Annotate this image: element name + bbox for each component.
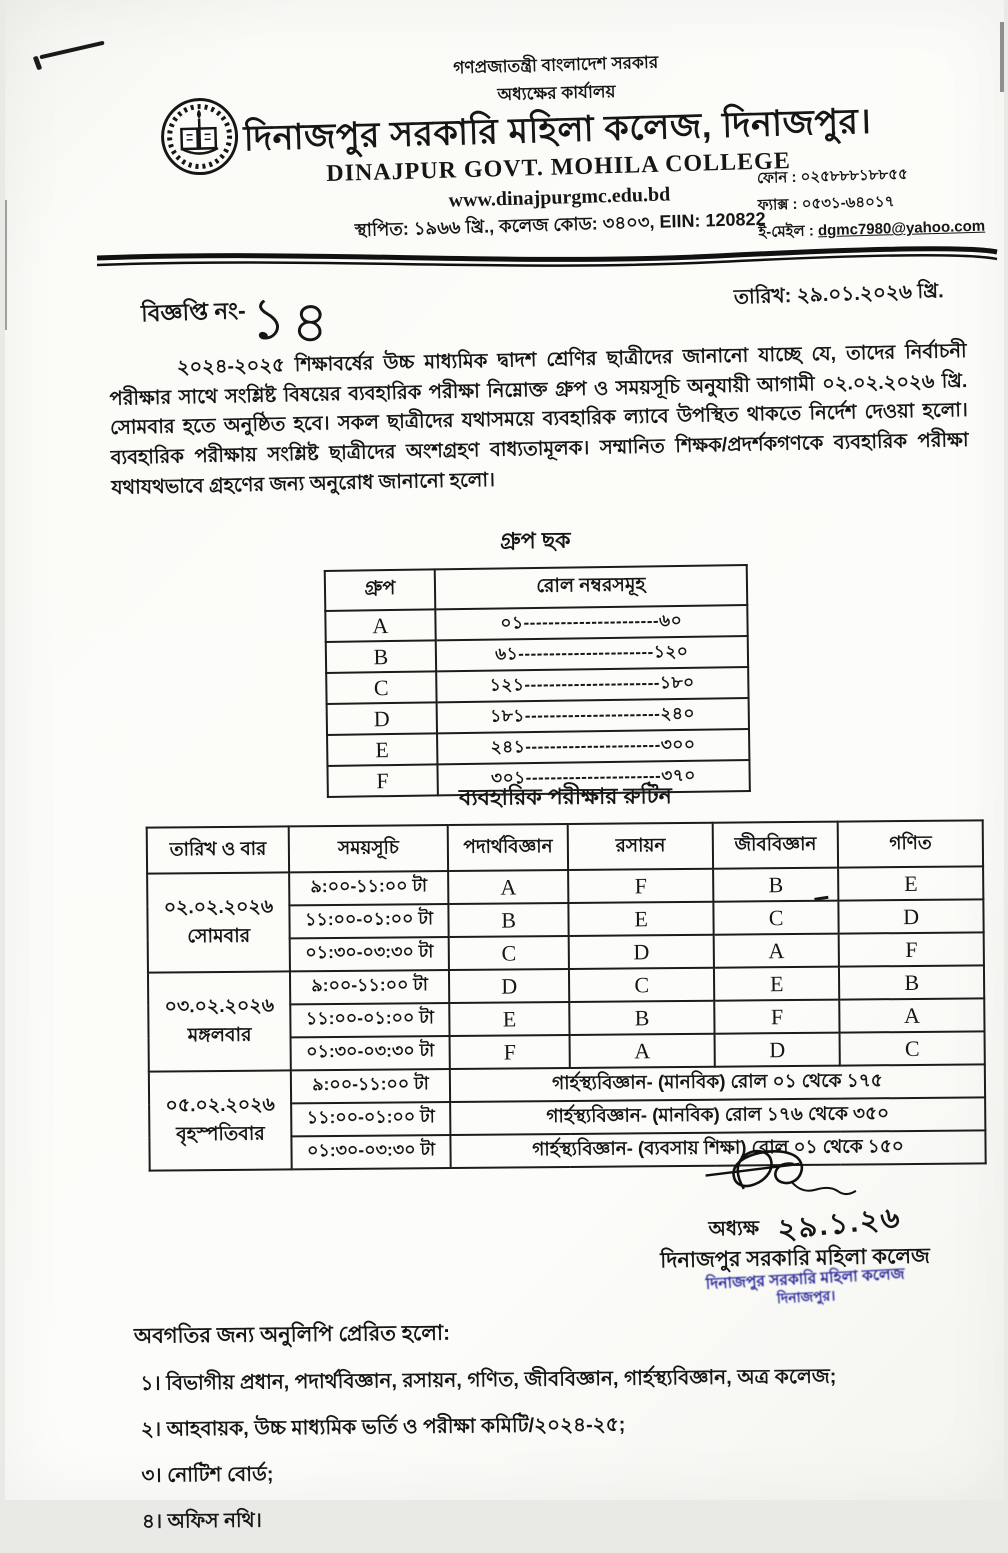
time-cell: ৯:০০-১১:০০ টা	[290, 1069, 449, 1103]
group-cell: B	[569, 1001, 714, 1035]
email-address: dgmc7980@yahoo.com	[817, 218, 985, 240]
group-rolls: ১২১----------------------১৮০	[435, 667, 748, 702]
date-cell	[147, 971, 290, 1071]
group-rolls: ৬১----------------------১২০	[435, 636, 748, 671]
college-name-en: DINAJPUR GOVT. MOHILA COLLEGE	[158, 143, 958, 192]
stamp-line2: দিনাজপুর।	[645, 1281, 965, 1315]
col-header-chemistry: রসায়ন	[568, 823, 713, 870]
letterhead	[5, 26, 1004, 54]
merged-subject-cell: গার্হস্থ্যবিজ্ঞান- (মানবিক) রোল ০১ থেকে ১৭৫	[449, 1064, 984, 1102]
group-cell: B	[713, 868, 839, 902]
group-rolls: ০১----------------------৬০	[435, 605, 748, 640]
time-cell: ১১:০০-০১:০০ টা	[291, 1102, 450, 1136]
scan-edge-artifact-left	[5, 200, 7, 330]
distribution-list	[134, 1361, 896, 1540]
group-cell: E	[568, 902, 713, 936]
group-cell: D	[448, 969, 569, 1003]
contact-block	[756, 158, 1008, 246]
routine-table	[145, 819, 986, 1171]
stamp-line1: দিনাজপুর সরকারি মহিলা কলেজ	[644, 1261, 965, 1297]
notice-number-handwritten: ১৪	[246, 274, 336, 377]
rolls-col-header: রোল নম্বরসমূহ	[434, 565, 747, 609]
list-item: ৪। অফিস নথি।	[141, 1499, 895, 1540]
date-value: ০৩.০২.২০২৬	[149, 992, 289, 1022]
date-cell	[148, 1070, 291, 1170]
group-rolls: ২৪১----------------------৩০০	[436, 729, 749, 764]
time-cell: ০১:৩০-০৩:৩০ টা	[290, 1036, 449, 1070]
staple-pin-mark	[39, 41, 104, 60]
group-cell: D	[568, 935, 713, 969]
college-website: www.dinajpurgmc.edu.bd	[159, 175, 959, 220]
group-cell: D	[714, 1033, 840, 1067]
scan-edge-artifact-right	[1000, 22, 1004, 92]
email-line	[758, 212, 1008, 246]
group-table-header-row	[324, 565, 747, 611]
group-letter: E	[327, 733, 437, 766]
routine-header-row	[146, 820, 982, 873]
merged-subject-cell: গার্হস্থ্যবিজ্ঞান- (ব্যবসায় শিক্ষা) রোল ০১ থেকে ১৫০	[450, 1130, 985, 1168]
date-value: ০২.০২.২০২৬	[148, 893, 288, 923]
group-cell: F	[838, 932, 983, 966]
group-cell: F	[568, 869, 713, 903]
group-cell: B	[448, 903, 569, 937]
group-cell: F	[714, 1000, 840, 1034]
day-value: মঙ্গলবার	[149, 1021, 289, 1051]
time-cell: ০১:৩০-০৩:৩০ টা	[291, 1135, 450, 1169]
time-cell: ১১:০০-০১:০০ টা	[289, 904, 448, 938]
notice-date: তারিখ: ২৯.০১.২০২৬ খ্রি.	[733, 276, 944, 316]
signature-date-handwritten: ২৯.১.২৬	[775, 1195, 904, 1257]
government-line: গণপ্রজাতন্ত্রী বাংলাদেশ সরকার	[155, 41, 955, 91]
header-divider-rule	[97, 246, 997, 272]
group-cell: E	[713, 967, 839, 1001]
time-cell: ৯:০০-১১:০০ টা	[289, 871, 448, 905]
merged-subject-cell: গার্হস্থ্যবিজ্ঞান- (মানবিক) রোল ১৭৬ থেকে ৩৫০	[450, 1097, 985, 1135]
group-letter: F	[327, 764, 437, 797]
phone-line: ফোন : ০২৫৮৮৮১৮৮৫৫	[756, 158, 1007, 192]
distribution-heading: অবগতির জন্য অনুলিপি প্রেরিত হলো:	[133, 1312, 893, 1355]
day-value: সোমবার	[148, 922, 288, 952]
group-cell: D	[838, 899, 983, 933]
date-value: ০৫.০২.২০২৬	[150, 1091, 290, 1121]
col-header-date: তারিখ ও বার	[146, 826, 289, 873]
email-label: ই-মেইল :	[758, 222, 818, 241]
list-item: ১। বিভাগীয় প্রধান, পদার্থবিজ্ঞান, রসায়ন, গণিত, জীববিজ্ঞান, গার্হস্থ্যবিজ্ঞান, অত্র কলেজ;	[140, 1361, 894, 1402]
group-cell: F	[449, 1035, 570, 1069]
day-value: বৃহস্পতিবার	[150, 1120, 290, 1150]
office-line: অধ্যক্ষের কার্যালয়	[156, 69, 956, 119]
list-item: ৩। নোটিশ বোর্ড;	[141, 1453, 895, 1494]
group-col-header: গ্রুপ	[324, 569, 434, 611]
time-cell: ৯:০০-১১:০০ টা	[290, 970, 449, 1004]
signature-college-name: দিনাজপুর সরকারি মহিলা কলেজ	[604, 1239, 985, 1281]
scanned-notice-page	[5, 0, 1004, 1500]
notice-body-paragraph: ২০২৪-২০২৫ শিক্ষাবর্ষের উচ্চ মাধ্যমিক দ্বাদশ শ্রেণির ছাত্রীদের জানানো যাচ্ছে যে, তাদের নির্বাচনী পরীক্ষার সাথে সংশ্লিষ্ট বিষয়ের ব্যবহারিক পরীক্ষা নিম্নোক্ত গ্রুপ ও সময়সূচি অনুযায়ী আগামী ০২.০২.২০২৬ খ্রি. সোমবার হতে অনুষ্ঠিত হবে। সকল ছাত্রীদের যথাসময়ে ব্যবহারিক ল্যাবে উপস্থিত থাকতে নির্দেশ দেওয়া হলো। ব্যবহারিক পরীক্ষায় সংশ্লিষ্ট ছাত্রীদের অংশগ্রহণ বাধ্যতামূলক। সম্মানিত শিক্ষক/প্রদর্শকগণকে ব্যবহারিক পরীক্ষা যথাযথভাবে গ্রহণের জন্য অনুরোধ জানানো হলো।	[108, 337, 969, 503]
list-item: ২। আহবায়ক, উচ্চ মাধ্যমিক ভর্তি ও পরীক্ষা কমিটি/২০২৪-২৫;	[140, 1407, 894, 1448]
col-header-math: গণিত	[838, 820, 983, 867]
col-header-schedule: সময়সূচি	[288, 825, 447, 872]
group-cell: B	[839, 965, 984, 999]
time-cell: ০১:৩০-০৩:৩০ টা	[289, 937, 448, 971]
col-header-biology: জীববিজ্ঞান	[712, 822, 838, 869]
col-header-physics: পদার্থবিজ্ঞান	[447, 824, 568, 871]
group-cell: C	[569, 968, 714, 1002]
group-cell: C	[448, 936, 569, 970]
fax-line: ফ্যাক্স : ০৫৩১-৬৪০১৭	[757, 185, 1008, 219]
established-line: স্থাপিত: ১৯৬৬ খ্রি., কলেজ কোড: ৩৪০৩, EIIN: 120822	[159, 199, 960, 252]
group-letter: A	[325, 609, 435, 642]
group-cell: A	[448, 870, 569, 904]
group-cell: A	[713, 934, 839, 968]
group-rolls: ৩০১----------------------৩৭০	[437, 760, 750, 795]
notice-number-label: বিজ্ঞপ্তি নং-	[140, 292, 246, 334]
group-cell: E	[838, 866, 983, 900]
group-letter: D	[326, 702, 436, 735]
group-letter: B	[325, 640, 435, 673]
routine-table-section	[145, 776, 988, 1171]
group-cell: E	[449, 1002, 570, 1036]
group-cell: A	[839, 998, 984, 1032]
college-name-bn: দিনাজপুর সরকারি মহিলা কলেজ, দিনাজপুর।	[126, 91, 987, 174]
group-cell: C	[713, 901, 839, 935]
date-cell	[147, 872, 290, 972]
group-cell: A	[569, 1034, 714, 1068]
group-letter: C	[326, 671, 436, 704]
group-table-title: গ্রুপ ছক	[323, 521, 747, 564]
group-table-section	[323, 521, 751, 798]
group-cell: C	[839, 1031, 984, 1065]
time-cell: ১১:০০-০১:০০ টা	[290, 1003, 449, 1037]
group-rolls: ১৮১----------------------২৪০	[436, 698, 749, 733]
routine-table-title: ব্যবহারিক পরীক্ষার রুটিন	[145, 776, 985, 820]
distribution-section	[133, 1312, 895, 1553]
principal-title: অধ্যক্ষ	[708, 1218, 759, 1241]
group-table	[323, 564, 750, 798]
